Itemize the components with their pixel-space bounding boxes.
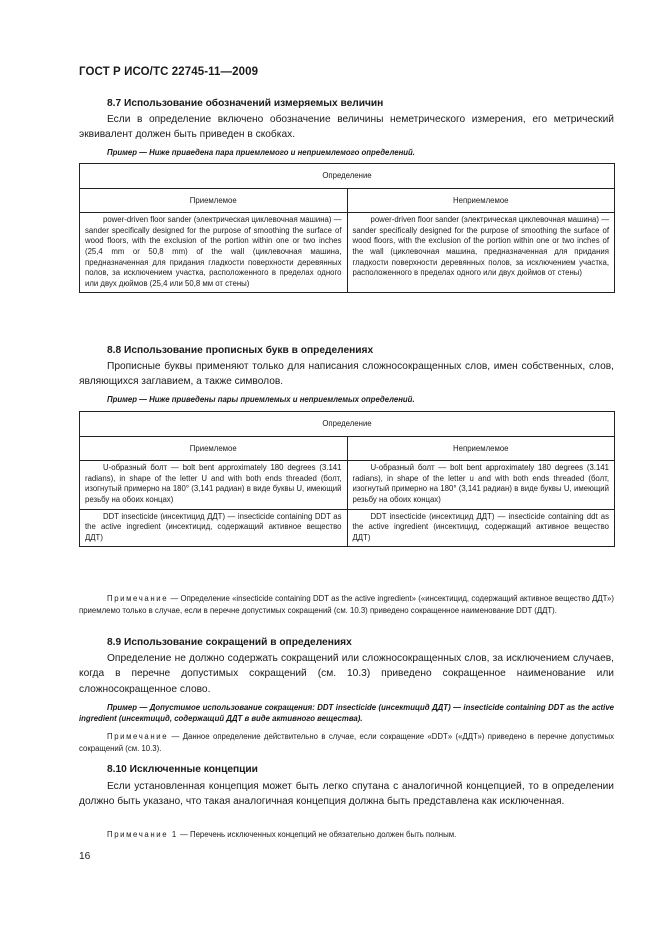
table-cell-unacceptable: U-образный болт — bolt bent approximately 180 degrees (3.141 radians), in shape of the letter u and with both ends threaded (болт, изогнутый примерно на 180° (3,141 радиан) в виде буквы U, имеющий резьбу на обоих концах) — [347, 461, 615, 509]
definition-table-1 — [79, 163, 615, 293]
paragraph-8-8: Прописные буквы применяют только для написания сложносокращенных слов, имен собственных, слов, являющихся заглавием, а также символов. — [79, 361, 614, 388]
table-cell-acceptable: DDT insecticide (инсектицид ДДТ) — insecticide containing DDT as the active ingredient (инсектицид, содержащий активное вещество ДДТ) — [80, 509, 348, 547]
paragraph-8-10: Если установленная концепция может быть легко спутана с аналогичной концепцией, то в определении должно быть указано, что такая аналогичная концепция должна быть представлена как исключенная. — [79, 781, 614, 808]
section-title-8-7: 8.7 Использование обозначений измеряемых величин — [107, 98, 384, 109]
column-header-unacceptable: Неприемлемое — [347, 436, 615, 461]
note-text: — Перечень исключенных концепций не обязательно должен быть полным. — [177, 830, 457, 839]
paragraph-8-9: Определение не должно содержать сокращений или сложносокращенных слов, за исключением случаев, когда в перечне допустимых сокращений (см. 10.3) приведено сокращенное наименование или сложносокращенное слово. — [79, 653, 614, 695]
table-cell-unacceptable: power-driven floor sander (электрическая циклевочная машина) — sander specifically designed for the purpose of smoothing the surface of wood floors, with the exclusion of the portion within one or two inches of the wall (циклевочная машина, предназначенная для придания гладкости поверхности деревянных полов, за исключением участка, расположенного в пределах одного или двух дюймов от стены) — [347, 213, 615, 293]
example-8-7: Пример — Ниже приведена пара приемлемого и неприемлемого определений. — [107, 148, 415, 157]
example-8-8: Пример — Ниже приведены пары приемлемых и неприемлемых определений. — [107, 395, 415, 404]
section-title-8-8: 8.8 Использование прописных букв в определениях — [107, 345, 374, 356]
table-caption: Определение — [80, 164, 615, 189]
column-header-unacceptable: Неприемлемое — [347, 188, 615, 213]
table-cell-acceptable: power-driven floor sander (электрическая циклевочная машина) — sander specifically designed for the purpose of smoothing the surface of wood floors, with the exclusion of the portion within one or two inches (25,4 mm or 50,8 mm) of the wall (циклевочная машина, предназначенная для придания гладкости поверхности деревянных полов, за исключением участка, расположенного в пределах одного или двух дюймов (25,4 или 50,8 мм от стены) — [80, 213, 348, 293]
page-header: ГОСТ Р ИСО/ТС 22745-11—2009 — [79, 66, 259, 78]
column-header-acceptable: Приемлемое — [80, 436, 348, 461]
note-8-9 — [79, 731, 614, 754]
table-cell-unacceptable: DDT insecticide (инсектицид ДДТ) — insecticide containing ddt as the active ingredient (инсектицид, содержащий активное вещество ДДТ) — [347, 509, 615, 547]
table-cell-acceptable: U-образный болт — bolt bent approximately 180 degrees (3.141 radians), in shape of the letter U and with both ends threaded (болт, изогнутый примерно на 180° (3,141 радиан) в виде буквы U, имеющий резьбу на обоих концах) — [80, 461, 348, 509]
note-label: Примечание — [107, 594, 169, 603]
section-title-8-10: 8.10 Исключенные концепции — [107, 764, 258, 775]
page-number: 16 — [79, 851, 91, 862]
table-caption: Определение — [80, 412, 615, 437]
note-8-10 — [79, 829, 614, 841]
definition-table-2 — [79, 411, 615, 547]
note-8-8 — [79, 593, 614, 616]
note-text: — Определение «insecticide containing DDT as the active ingredient» («инсектицид, содержащий активное вещество ДДТ») приемлемо только в случае, если в перечне допустимых сокращений (см. 10.3) приведено сокращенное наименование DDT (ДДТ). — [79, 594, 614, 615]
section-title-8-9: 8.9 Использование сокращений в определениях — [107, 637, 352, 648]
note-label: Примечание 1 — [107, 830, 178, 839]
note-text: — Данное определение действительно в случае, если сокращение «DDT» («ДДТ») приведено в перечне допустимых сокращений (см. 10.3). — [79, 732, 614, 753]
column-header-acceptable: Приемлемое — [80, 188, 348, 213]
paragraph-8-7: Если в определение включено обозначение величины неметрического измерения, его метрический эквивалент должен быть приведен в скобках. — [79, 114, 614, 141]
note-label: Примечание — [107, 732, 169, 741]
example-8-9: Пример — Допустимое использование сокращения: DDT insecticide (инсектицид ДДТ) — insecticide containing DDT as the active ingredient (инсектицид, содержащий ДДТ в виде активного вещества). — [79, 703, 614, 723]
